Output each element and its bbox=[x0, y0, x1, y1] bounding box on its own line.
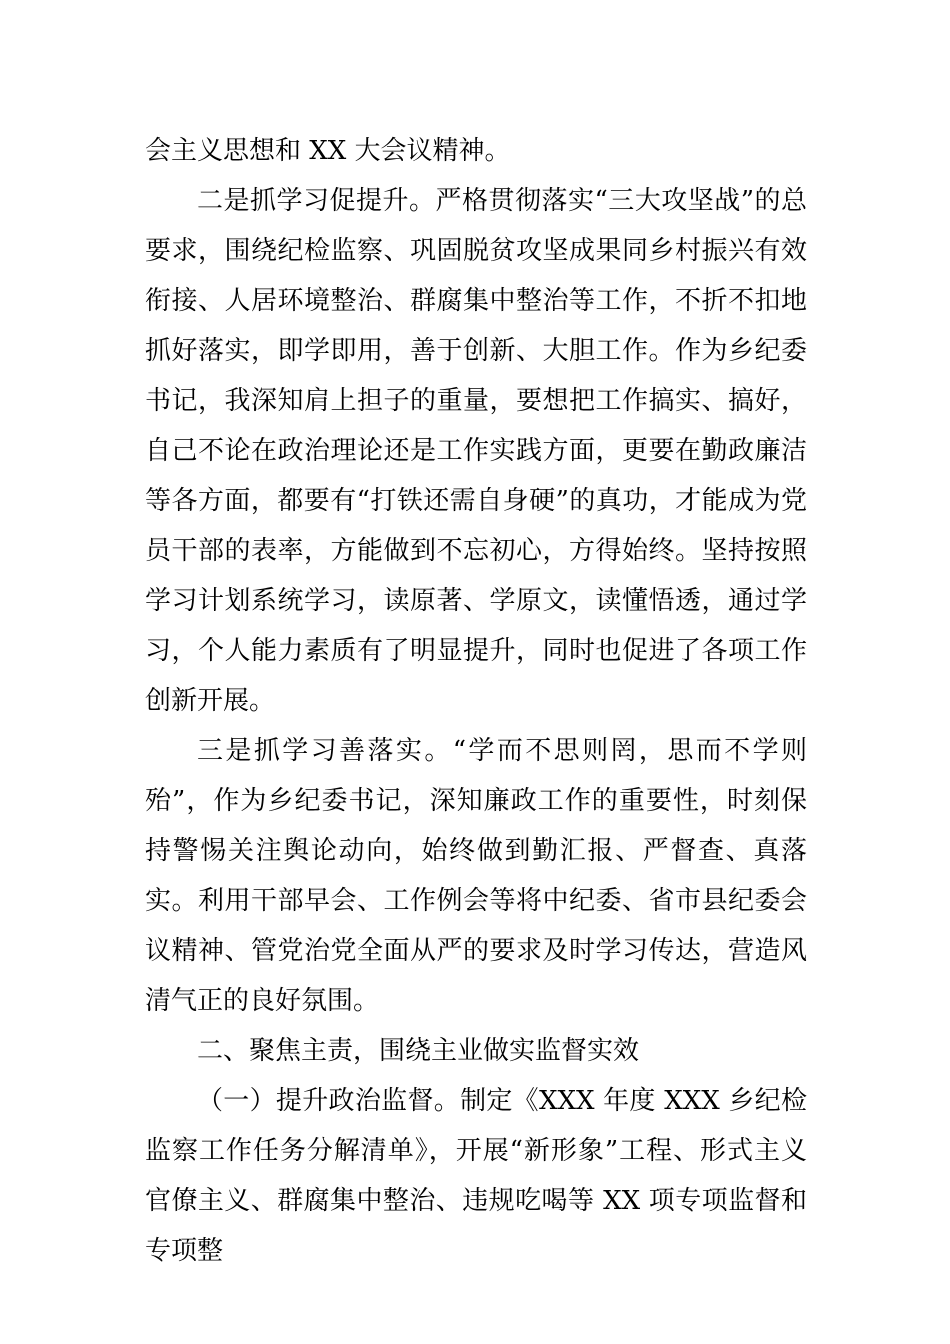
document-body bbox=[145, 126, 807, 1276]
paragraph-continuation: 会主义思想和 XX 大会议精神。 bbox=[145, 136, 511, 166]
paragraph-political-supervision: （一）提升政治监督。制定《XXX 年度 XXX 乡纪检监察工作任务分解清单》，开展“新形象”工程、形式主义官僚主义、群腐集中整治、违规吃喝等 XX 项专项监督和专项整 bbox=[145, 1086, 807, 1266]
section-heading: 二、聚焦主责，围绕主业做实监督实效 bbox=[197, 1036, 640, 1066]
paragraph-study-implement: 三是抓学习善落实。“学而不思则罔，思而不学则殆”，作为乡纪委书记，深知廉政工作的重要性，时刻保持警惕关注舆论动向，始终做到勤汇报、严督查、真落实。利用干部早会、工作例会等将中纪委、省市县纪委会议精神、管党治党全面从严的要求及时学习传达，营造风清气正的良好氛围。 bbox=[145, 736, 807, 1016]
paragraph-study-promote: 二是抓学习促提升。严格贯彻落实“三大攻坚战”的总要求，围绕纪检监察、巩固脱贫攻坚成果同乡村振兴有效衔接、人居环境整治、群腐集中整治等工作，不折不扣地抓好落实，即学即用，善于创新、大胆工作。作为乡纪委书记，我深知肩上担子的重量，要想把工作搞实、搞好，自己不论在政治理论还是工作实践方面，更要在勤政廉洁等各方面，都要有“打铁还需自身硬”的真功，才能成为党员干部的表率，方能做到不忘初心，方得始终。坚持按照学习计划系统学习，读原著、学原文，读懂悟透，通过学习，个人能力素质有了明显提升，同时也促进了各项工作创新开展。 bbox=[145, 186, 807, 716]
